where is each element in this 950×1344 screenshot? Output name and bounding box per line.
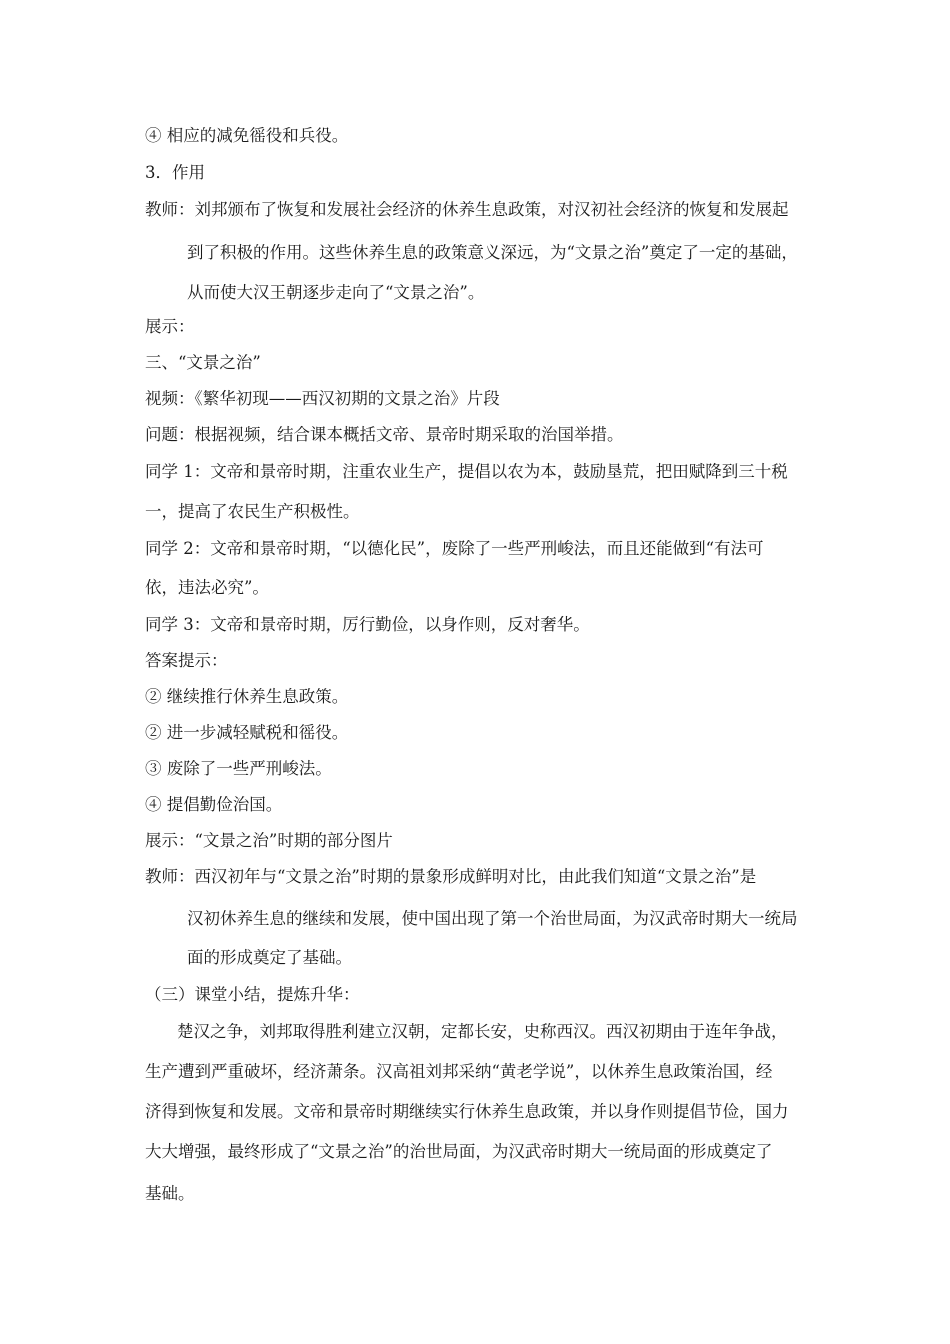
text-line: 从而使大汉王朝逐步走向了“文景之治”。 <box>187 283 485 302</box>
text-line: 展示：“文景之治”时期的部分图片 <box>145 831 393 850</box>
text-line: 展示： <box>145 317 195 336</box>
text-line: 同学 2：文帝和景帝时期，“以德化民”，废除了一些严刑峻法，而且还能做到“有法可 <box>145 539 764 558</box>
text-line: 同学 3：文帝和景帝时期，厉行勤俭，以身作则，反对奢华。 <box>145 615 590 634</box>
section-heading: （三）课堂小结，提炼升华： <box>145 985 360 1004</box>
text-line: 教师：刘邦颁布了恢复和发展社会经济的休养生息政策，对汉初社会经济的恢复和发展起 <box>145 200 789 219</box>
text-line: 楚汉之争，刘邦取得胜利建立汉朝，定都长安，史称西汉。西汉初期由于连年争战， <box>177 1022 788 1041</box>
text-line: 问题：根据视频，结合课本概括文帝、景帝时期采取的治国举措。 <box>145 425 624 444</box>
list-item: ④ 提倡勤俭治国。 <box>145 795 283 814</box>
text-line: 答案提示： <box>145 651 228 670</box>
text-line: 3．作用 <box>145 163 205 182</box>
list-item: ③ 废除了一些严刑峻法。 <box>145 759 332 778</box>
text-line: 同学 1：文帝和景帝时期，注重农业生产，提倡以农为本，鼓励垦荒，把田赋降到三十税 <box>145 462 788 481</box>
text-line: 基础。 <box>145 1184 195 1203</box>
text-line: 大大增强，最终形成了“文景之治”的治世局面，为汉武帝时期大一统局面的形成奠定了 <box>145 1142 773 1161</box>
text-line: 一，提高了农民生产积极性。 <box>145 502 360 521</box>
text-line: 教师：西汉初年与“文景之治”时期的景象形成鲜明对比，由此我们知道“文景之治”是 <box>145 867 757 886</box>
list-item: ② 进一步减轻赋税和徭役。 <box>145 723 349 742</box>
text-line: 到了积极的作用。这些休养生息的政策意义深远，为“文景之治”奠定了一定的基础， <box>187 243 798 262</box>
list-item: ② 继续推行休养生息政策。 <box>145 687 349 706</box>
text-line: 面的形成奠定了基础。 <box>187 948 352 967</box>
text-line: 依，违法必究”。 <box>145 578 269 597</box>
text-line: 济得到恢复和发展。文帝和景帝时期继续实行休养生息政策，并以身作则提倡节俭，国力 <box>145 1102 789 1121</box>
text-line: 三、“文景之治” <box>145 353 261 372</box>
text-line: 生产遭到严重破坏，经济萧条。汉高祖刘邦采纳“黄老学说”，以休养生息政策治国，经 <box>145 1062 773 1081</box>
text-line: 视频：《繁华初现——西汉初期的文景之治》片段 <box>145 389 500 408</box>
text-line: ④ 相应的减免徭役和兵役。 <box>145 126 349 145</box>
text-line: 汉初休养生息的继续和发展，使中国出现了第一个治世局面，为汉武帝时期大一统局 <box>187 909 798 928</box>
